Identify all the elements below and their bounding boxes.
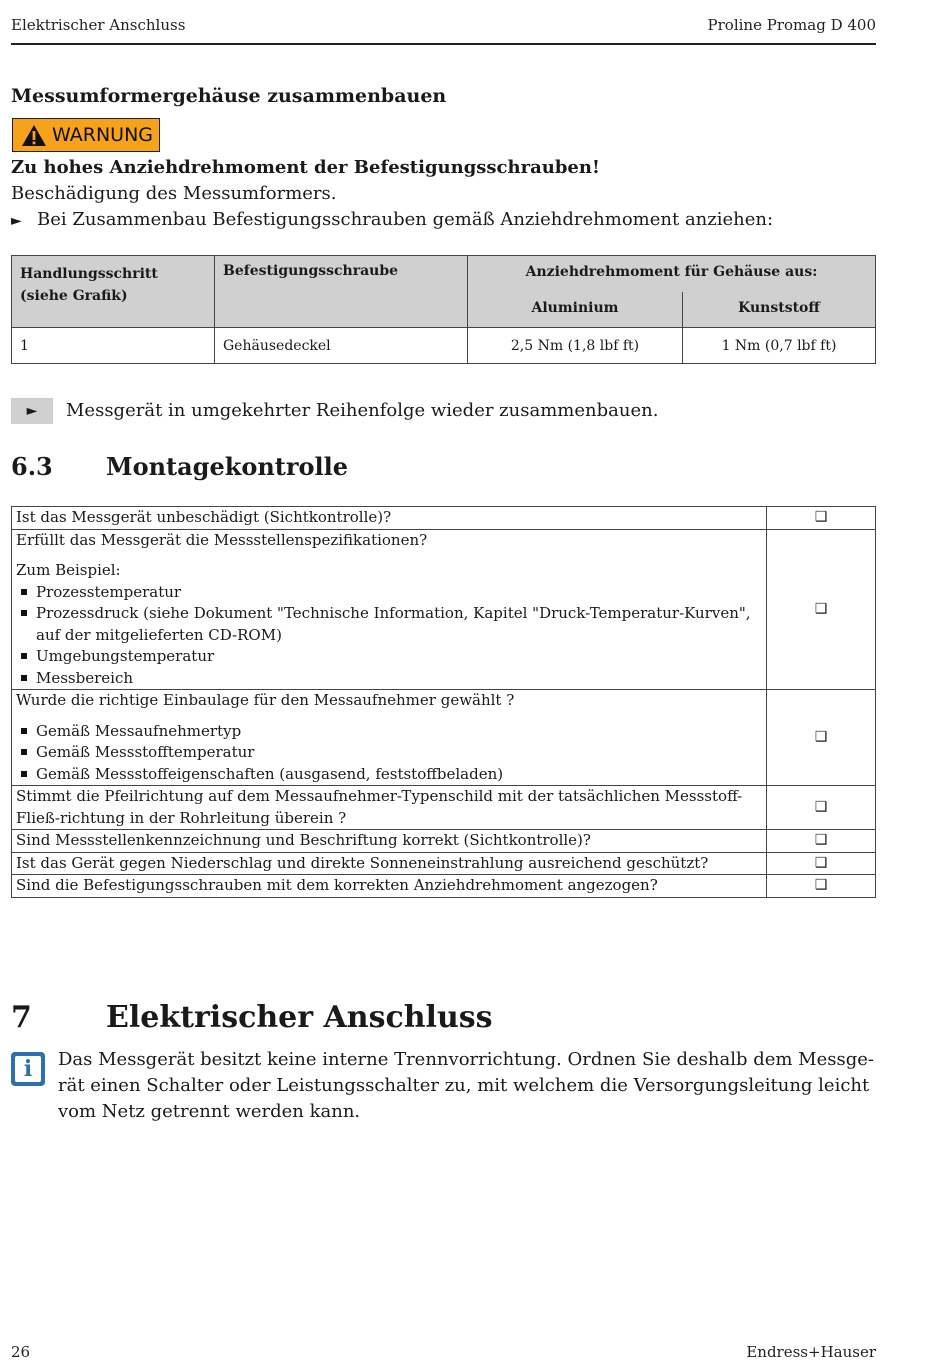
table-row (12, 328, 876, 364)
check-question: Ist das Gerät gegen Niederschlag und direkte Sonneneinstrahlung ausreichend geschützt? (12, 852, 767, 875)
info-glyph: i (15, 1056, 41, 1082)
torque-header-aluminium: Aluminium (468, 292, 683, 328)
list-item: Gemäß Messstoffeigenschaften (ausgasend, feststoffbeladen) (16, 764, 762, 786)
list-item: Prozessdruck (siehe Dokument "Technische Information, Kapitel "Druck-Temperatur-Kurven", auf der mitgelieferten CD-ROM) (16, 603, 762, 646)
check-question: Wurde die richtige Einbaulage für den Messaufnehmer gewählt ? (16, 691, 515, 709)
info-note: Das Messgerät besitzt keine interne Trennvorrichtung. Ordnen Sie deshalb dem Messge-rät einen Schalter oder Leistungsschalter zu, mit welchem die Versorgungsleitung leicht vom Netz getrennt werden kann. (58, 1049, 874, 1122)
warning-triangle-icon (21, 124, 47, 147)
section-title: Montagekontrolle (106, 452, 349, 481)
assembly-heading: Messumformergehäuse zusammenbauen (11, 85, 447, 107)
warning-heading: Zu hohes Anziehdrehmoment der Befestigungsschrauben! (11, 157, 600, 178)
torque-header-screw: Befestigungsschraube (215, 256, 468, 328)
table-row (12, 507, 876, 530)
header-product-name: Proline Promag D 400 (707, 16, 876, 34)
chapter-title: Elektrischer Anschluss (106, 1000, 493, 1035)
warning-label: WARNUNG (52, 124, 154, 146)
checkbox-icon[interactable]: ❑ (767, 875, 876, 898)
torque-header-plastic: Kunststoff (683, 292, 876, 328)
footer-brand: Endress+Hauser (746, 1343, 876, 1361)
checklist-table (11, 506, 876, 898)
checkbox-icon[interactable]: ❑ (767, 529, 876, 690)
warning-text: Beschädigung des Messumformers. (11, 183, 337, 204)
table-row (12, 529, 876, 690)
final-step-text: Messgerät in umgekehrter Reihenfolge wieder zusammenbauen. (66, 400, 659, 421)
torque-header-step: Handlungsschritt (siehe Grafik) (12, 256, 215, 328)
torque-header-torque: Anziehdrehmoment für Gehäuse aus: (468, 256, 876, 292)
list-item: Messbereich (16, 668, 762, 690)
checkbox-icon[interactable]: ❑ (767, 690, 876, 786)
step-arrow-icon: ► (11, 398, 53, 424)
check-question: Stimmt die Pfeilrichtung auf dem Messaufnehmer-Typenschild mit der tatsächlichen Messstoff-Fließ-richtung in der Rohrleitung überein ? (12, 786, 767, 830)
checkbox-icon[interactable]: ❑ (767, 852, 876, 875)
table-row (12, 852, 876, 875)
list-item: Umgebungstemperatur (16, 646, 762, 668)
list-item: Gemäß Messstofftemperatur (16, 742, 762, 764)
instruction-text: Bei Zusammenbau Befestigungsschrauben gemäß Anziehdrehmoment anziehen: (37, 209, 774, 230)
section-number: 6.3 (11, 452, 53, 481)
instruction-arrow-icon: ► (11, 213, 22, 229)
torque-cell-aluminium: 2,5 Nm (1,8 lbf ft) (468, 328, 683, 364)
check-question: Erfüllt das Messgerät die Messstellenspezifikationen? (16, 530, 428, 549)
table-row (12, 875, 876, 898)
checkbox-icon[interactable]: ❑ (767, 830, 876, 853)
header-rule (11, 43, 876, 45)
check-question: Sind die Befestigungsschrauben mit dem korrekten Anziehdrehmoment angezogen? (12, 875, 767, 898)
checkbox-icon[interactable]: ❑ (767, 786, 876, 830)
info-icon (11, 1052, 45, 1086)
warning-badge (12, 118, 160, 152)
torque-table (11, 255, 876, 364)
check-question: Ist das Messgerät unbeschädigt (Sichtkontrolle)? (12, 507, 767, 530)
chapter-number: 7 (11, 1000, 32, 1035)
check-question: Sind Messstellenkennzeichnung und Beschriftung korrekt (Sichtkontrolle)? (12, 830, 767, 853)
instruction-line (11, 207, 773, 234)
check-list (16, 582, 762, 690)
list-item: Prozesstemperatur (16, 582, 762, 604)
torque-cell-plastic: 1 Nm (0,7 lbf ft) (683, 328, 876, 364)
table-row (12, 690, 876, 786)
table-row (12, 786, 876, 830)
page-number: 26 (11, 1343, 31, 1361)
torque-cell-screw: Gehäusedeckel (215, 328, 468, 364)
list-item: Gemäß Messaufnehmertyp (16, 721, 762, 743)
check-intro: Zum Beispiel: (16, 561, 121, 579)
torque-cell-step: 1 (12, 328, 215, 364)
header-section-title: Elektrischer Anschluss (11, 16, 186, 34)
checkbox-icon[interactable]: ❑ (767, 507, 876, 530)
table-row (12, 830, 876, 853)
check-list (16, 721, 762, 786)
